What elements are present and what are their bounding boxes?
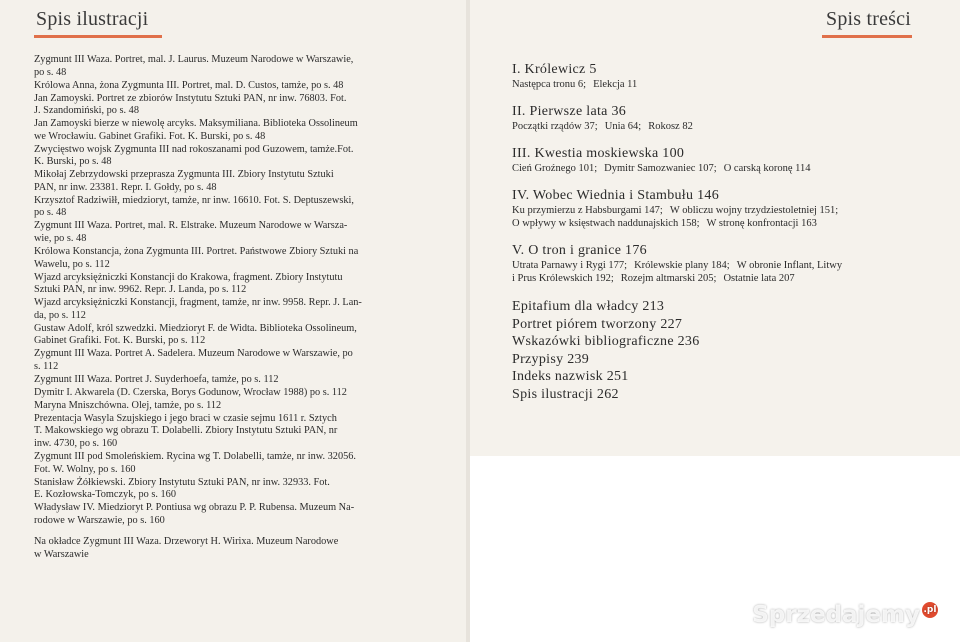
- left-page: [0, 0, 466, 642]
- illustrations-heading: Spis ilustracji: [36, 8, 149, 30]
- subsection-item: Ostatnie lata 207: [723, 273, 795, 284]
- chapter-title: I. Królewicz 5: [512, 62, 597, 77]
- heading-underline: [822, 35, 912, 38]
- backmatter-item: Wskazówki bibliograficzne 236: [512, 334, 700, 350]
- illustration-entry: [34, 144, 458, 169]
- cover-note-line: w Warszawie: [34, 548, 89, 560]
- entry-line: rodowe w Warszawie, po s. 160: [34, 514, 165, 526]
- entry-line: Krzysztof Radziwiłł, miedzioryt, tamże, nr inw. 16610. Fot. S. Deptuszewski,: [34, 194, 354, 206]
- entry-line: Zwycięstwo wojsk Zygmunta III nad rokoszanami pod Guzowem, tamże.Fot.: [34, 143, 354, 155]
- watermark: [752, 602, 938, 628]
- subsection-line: [512, 217, 932, 230]
- entry-line: po s. 48: [34, 207, 67, 219]
- entry-line: Wjazd arcyksiężniczki Konstancji, fragment, tamże, nr inw. 9958. Repr. J. Lan-: [34, 297, 362, 309]
- illustration-entry: [34, 400, 458, 413]
- chapter-list: [512, 62, 932, 285]
- contents-heading: Spis treści: [826, 8, 911, 30]
- illustration-entry: [34, 502, 458, 527]
- illustration-entry: [34, 451, 458, 476]
- entry-line: T. Makowskiego wg obrazu T. Dolabelli. Zbiory Instytutu Sztuki PAN, nr: [34, 425, 338, 437]
- subsection-item: Następca tronu 6;: [512, 79, 587, 90]
- entry-line: Stanisław Żółkiewski. Zbiory Instytutu Sztuki PAN, nr inw. 32933. Fot.: [34, 476, 330, 488]
- illustration-entry: [34, 246, 458, 271]
- entry-line: Wjazd arcyksiężniczki Konstancji do Krakowa, fragment. Zbiory Instytutu: [34, 271, 343, 283]
- entry-line: po s. 48: [34, 66, 67, 78]
- entry-line: K. Burski, po s. 48: [34, 156, 112, 168]
- subsection-item: Elekcja 11: [593, 79, 638, 90]
- backmatter-item: Epitafium dla władcy 213: [512, 299, 665, 314]
- illustration-entry: [34, 413, 458, 451]
- illustration-entry: [34, 348, 458, 373]
- backmatter-item: Portret piórem tworzony 227: [512, 316, 683, 332]
- illustration-entry: [34, 374, 458, 387]
- chapter-entry: [512, 62, 932, 91]
- illustration-entry: [34, 118, 458, 143]
- entry-line: Zygmunt III Waza. Portret A. Sadelera. Muzeum Narodowe w Warszawie, po: [34, 348, 353, 360]
- entry-line: Królowa Konstancja, żona Zygmunta III. Portret. Państwowe Zbiory Sztuki na: [34, 246, 359, 258]
- entry-line: Zygmunt III Waza. Portret, mal. J. Laurus. Muzeum Narodowe w Warszawie,: [34, 54, 354, 65]
- chapter-title: III. Kwestia moskiewska 100: [512, 146, 685, 161]
- heading-underline: [34, 35, 162, 38]
- subsection-item: W stronę konfrontacji 163: [706, 218, 817, 229]
- subsection-item: O wpływy w księstwach naddunajskich 158;: [512, 218, 700, 229]
- watermark-badge: .pl: [922, 602, 938, 618]
- subsection-item: Cień Groźnego 101;: [512, 163, 598, 174]
- entry-line: Maryna Mniszchówna. Olej, tamże, po s. 112: [34, 399, 222, 411]
- entry-line: s. 112: [34, 360, 59, 372]
- entry-line: Mikołaj Zebrzydowski przeprasza Zygmunta III. Zbiory Instytutu Sztuki: [34, 169, 334, 181]
- entry-line: Zygmunt III Waza. Portret J. Suyderhoefa, tamże, po s. 112: [34, 373, 279, 385]
- chapter-title: V. O tron i granice 176: [512, 243, 647, 258]
- entry-line: PAN, nr inw. 23381. Repr. I. Gołdy, po s. 48: [34, 181, 217, 193]
- chapter-entry: [512, 188, 932, 230]
- cover-note: [34, 536, 458, 561]
- entry-line: Sztuki PAN, nr inw. 9962. Repr. J. Landa, po s. 112: [34, 284, 247, 296]
- illustration-entry: [34, 220, 458, 245]
- illustration-entry: [34, 272, 458, 297]
- subsection-item: W obliczu wojny trzydziestoletniej 151;: [669, 205, 839, 216]
- entry-line: Jan Zamoyski. Portret ze zbiorów Instytutu Sztuki PAN, nr inw. 76803. Fot.: [34, 92, 347, 104]
- subsection-item: i Prus Królewskich 192;: [512, 273, 614, 284]
- illustration-entry: [34, 387, 458, 400]
- subsection-item: Rokosz 82: [648, 121, 693, 132]
- entry-line: Zygmunt III pod Smoleńskiem. Rycina wg T. Dolabelli, tamże, nr inw. 32056.: [34, 451, 356, 463]
- illustration-entry: [34, 323, 458, 348]
- table-of-contents: [512, 62, 932, 404]
- subsection-item: Unia 64;: [604, 121, 642, 132]
- subsection-item: W obronie Inflant, Litwy: [736, 260, 843, 271]
- chapter-entry: [512, 104, 932, 133]
- entry-line: Wawelu, po s. 112: [34, 258, 110, 270]
- entry-line: Dymitr I. Akwarela (D. Czerska, Borys Godunow, Wrocław 1988) po s. 112: [34, 386, 347, 398]
- entry-line: inw. 4730, po s. 160: [34, 438, 118, 450]
- illustration-entry: [34, 80, 458, 93]
- subsection-item: O carską koronę 114: [723, 163, 811, 174]
- subsection-item: Utrata Parnawy i Rygi 177;: [512, 260, 628, 271]
- illustration-entry: [34, 54, 458, 79]
- subsection-line: [512, 204, 932, 217]
- chapter-title: IV. Wobec Wiednia i Stambułu 146: [512, 188, 720, 203]
- chapter-title: II. Pierwsze lata 36: [512, 104, 627, 119]
- backmatter-list: [512, 298, 932, 404]
- chapter-entry: [512, 146, 932, 175]
- subsection-line: [512, 162, 932, 175]
- backmatter-item: Indeks nazwisk 251: [512, 369, 629, 385]
- entry-line: J. Szandomiński, po s. 48: [34, 105, 139, 117]
- illustrations-list: [34, 54, 458, 562]
- illustration-entry: [34, 169, 458, 194]
- cover-note-line: Na okładce Zygmunt III Waza. Drzeworyt H. Wirixa. Muzeum Narodowe: [34, 536, 339, 548]
- subsection-line: [512, 259, 932, 272]
- subsection-line: [512, 120, 932, 133]
- subsection-item: Początki rządów 37;: [512, 121, 598, 132]
- subsection-item: Ku przymierzu z Habsburgami 147;: [512, 205, 663, 216]
- subsection-line: [512, 78, 932, 91]
- backmatter-item: Przypisy 239: [512, 351, 590, 367]
- entry-line: da, po s. 112: [34, 309, 86, 321]
- entry-line: Zygmunt III Waza. Portret, mal. R. Elstrake. Muzeum Narodowe w Warsza-: [34, 220, 348, 232]
- entry-line: Fot. W. Wolny, po s. 160: [34, 463, 136, 475]
- illustration-entry: [34, 477, 458, 502]
- entry-line: wie, po s. 48: [34, 233, 87, 245]
- subsection-item: Rozejm altmarski 205;: [620, 273, 717, 284]
- subsection-line: [512, 272, 932, 285]
- entry-line: we Wrocławiu. Gabinet Grafiki. Fot. K. Burski, po s. 48: [34, 130, 266, 142]
- illustration-entry: [34, 93, 458, 118]
- illustration-entry: [34, 195, 458, 220]
- backmatter-item: Spis ilustracji 262: [512, 386, 619, 402]
- entry-line: E. Kozłowska-Tomczyk, po s. 160: [34, 489, 176, 501]
- entry-line: Prezentacja Wasyla Szujskiego i jego braci w czasie sejmu 1611 r. Sztych: [34, 412, 337, 424]
- entry-line: Gabinet Grafiki. Fot. K. Burski, po s. 112: [34, 335, 206, 347]
- subsection-item: Dymitr Samozwaniec 107;: [604, 163, 717, 174]
- entry-line: Władysław IV. Miedzioryt P. Pontiusa wg obrazu P. P. Rubensa. Muzeum Na-: [34, 502, 355, 514]
- right-page: [470, 0, 960, 456]
- entry-line: Królowa Anna, żona Zygmunta III. Portret, mal. D. Custos, tamże, po s. 48: [34, 79, 344, 91]
- watermark-text: Sprzedajemy: [752, 602, 920, 628]
- subsection-item: Królewskie plany 184;: [634, 260, 730, 271]
- chapter-entry: [512, 243, 932, 285]
- entry-line: Gustaw Adolf, król szwedzki. Miedzioryt F. de Widta. Biblioteka Ossolineum,: [34, 322, 357, 334]
- entry-line: Jan Zamoyski bierze w niewolę arcyks. Maksymiliana. Biblioteka Ossolineum: [34, 118, 358, 130]
- illustration-entry: [34, 297, 458, 322]
